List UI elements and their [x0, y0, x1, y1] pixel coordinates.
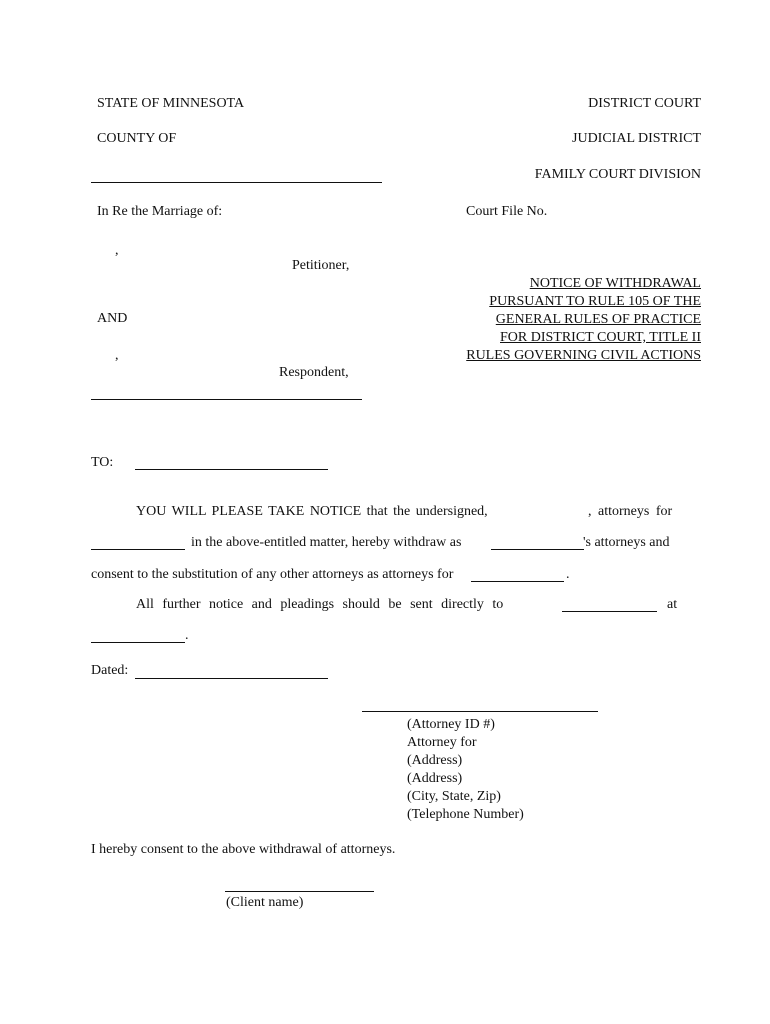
- attorney-telephone: (Telephone Number): [407, 807, 524, 822]
- date-blank[interactable]: [135, 678, 328, 679]
- caption-divider-top: [91, 182, 382, 183]
- consent-statement: I hereby consent to the above withdrawal of attorneys.: [91, 842, 396, 857]
- attorney-signature-line[interactable]: [362, 711, 598, 712]
- court-label: DISTRICT COURT: [588, 96, 701, 111]
- notice-text-4: 's attorneys and: [583, 535, 670, 550]
- recipient-blank[interactable]: [562, 611, 657, 612]
- client-name-label: (Client name): [226, 895, 304, 910]
- attorney-address-2: (Address): [407, 771, 463, 786]
- caption-divider-bottom: [91, 399, 362, 400]
- notice-text-7: at: [667, 597, 678, 612]
- notice-period-1: .: [566, 567, 570, 582]
- client-signature-line[interactable]: [225, 891, 374, 892]
- address-blank[interactable]: [91, 642, 185, 643]
- respondent-label: Respondent,: [279, 365, 349, 380]
- to-blank[interactable]: [135, 469, 328, 470]
- attorney-signature-block: [407, 716, 524, 824]
- attorney-address-1: (Address): [407, 753, 463, 768]
- title-line: RULES GOVERNING CIVIL ACTIONS: [466, 348, 701, 363]
- notice-text-5: consent to the substitution of any other attorneys as attorneys for: [91, 567, 454, 582]
- and-label: AND: [97, 311, 128, 326]
- title-line: PURSUANT TO RULE 105 OF THE: [489, 294, 701, 309]
- attorney-for: Attorney for: [407, 735, 477, 750]
- client-blank-2[interactable]: [491, 549, 584, 550]
- attorney-id: (Attorney ID #): [407, 717, 495, 732]
- client-blank-1[interactable]: [91, 549, 185, 550]
- dated-label: Dated:: [91, 663, 129, 678]
- notice-period-2: .: [185, 628, 189, 643]
- client-blank-3[interactable]: [471, 581, 564, 582]
- to-label: TO:: [91, 455, 114, 470]
- petitioner-label: Petitioner,: [292, 258, 350, 273]
- title-line: GENERAL RULES OF PRACTICE: [495, 312, 701, 327]
- notice-text-2: , attorneys for: [588, 504, 673, 519]
- division-label: FAMILY COURT DIVISION: [534, 167, 701, 182]
- in-re-label: In Re the Marriage of:: [97, 204, 223, 219]
- court-file-label: Court File No.: [466, 204, 548, 219]
- petitioner-name-comma: ,: [115, 243, 119, 258]
- notice-text-3: in the above-entitled matter, hereby withdraw as: [191, 535, 462, 550]
- notice-text-6: All further notice and pleadings should be sent directly to: [136, 597, 504, 612]
- document-title: [466, 275, 701, 365]
- notice-text-1: YOU WILL PLEASE TAKE NOTICE that the undersigned,: [136, 504, 488, 519]
- respondent-name-comma: ,: [115, 348, 119, 363]
- attorney-city-state-zip: (City, State, Zip): [407, 789, 501, 804]
- state-label: STATE OF MINNESOTA: [97, 96, 245, 111]
- title-line: FOR DISTRICT COURT, TITLE II: [500, 330, 701, 345]
- title-line: NOTICE OF WITHDRAWAL: [529, 276, 701, 291]
- district-label: JUDICIAL DISTRICT: [572, 131, 701, 146]
- county-label: COUNTY OF: [97, 131, 177, 146]
